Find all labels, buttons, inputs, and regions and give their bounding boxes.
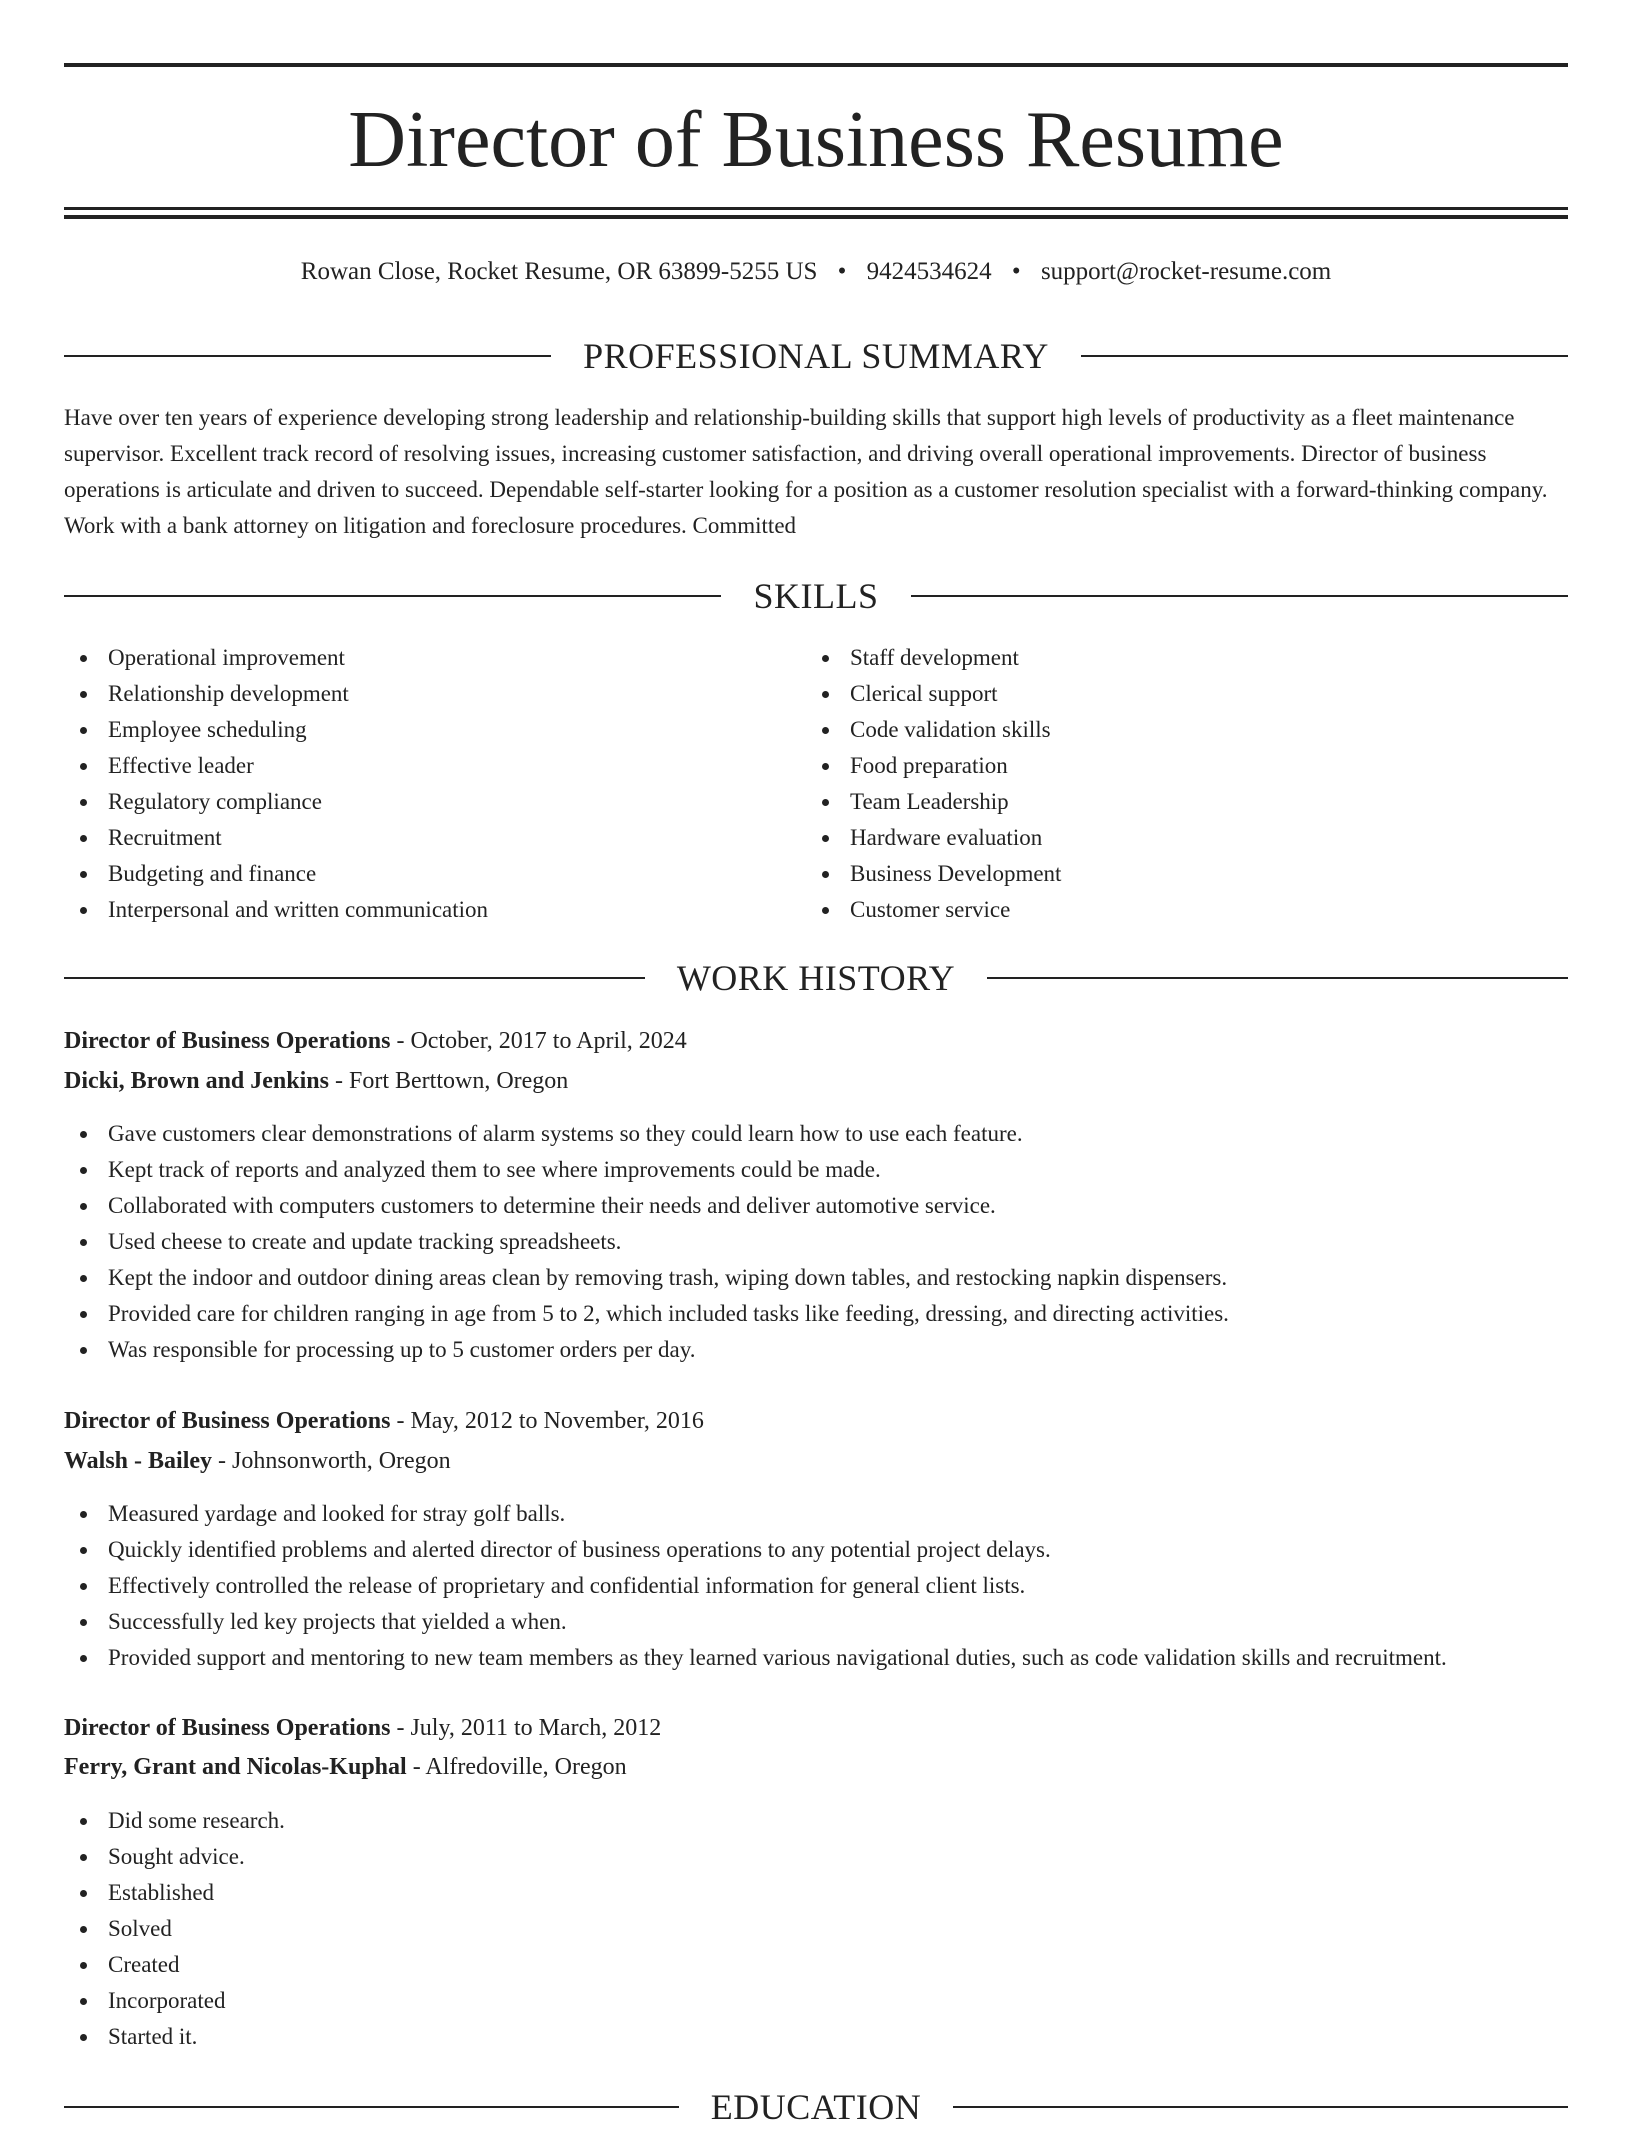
job-bullet: Collaborated with computers customers to determine their needs and deliver automotive service. [64,1188,1568,1224]
section-title-skills: SKILLS [721,576,910,616]
skill-item: Budgeting and finance [64,856,764,892]
job-bullet: Measured yardage and looked for stray golf balls. [64,1496,1568,1532]
contact-separator: • [837,258,847,285]
job-company-line: Dicki, Brown and Jenkins - Fort Berttown, Oregon [64,1068,569,1094]
skill-item: Customer service [806,892,1506,928]
job-company-line: Ferry, Grant and Nicolas-Kuphal - Alfredoville, Oregon [64,1754,627,1780]
contact-email: support@rocket-resume.com [1040,258,1332,285]
skill-item: Operational improvement [64,640,764,676]
skills-list-left [64,640,764,928]
section-header-education [64,2085,1568,2129]
section-title-summary: PROFESSIONAL SUMMARY [551,336,1081,376]
section-header-work [64,956,1568,1000]
job-bullet: Successfully led key projects that yielded a when. [64,1604,1568,1640]
job-bullets [64,1116,1568,1368]
job-bullet: Was responsible for processing up to 5 customer orders per day. [64,1332,1568,1368]
job-bullet: Kept the indoor and outdoor dining areas clean by removing trash, wiping down tables, and restocking napkin dispensers. [64,1260,1568,1296]
summary-paragraph: Have over ten years of experience developing strong leadership and relationship-building skills that support high levels of productivity as a fleet maintenance supervisor. Excellent track record of resolving issues, increasing customer satisfaction, and driving overall operational improvements. Director of business operations is articulate and driven to succeed. Dependable self-starter looking for a position as a customer resolution specialist with a forward-thinking company. Work with a bank attorney on litigation and foreclosure procedures. Committed [64,405,1548,538]
skill-item: Team Leadership [806,784,1506,820]
job-title-line: Director of Business Operations - May, 2012 to November, 2016 [64,1408,704,1434]
job-bullet: Created [64,1947,1568,1983]
job-bullet: Gave customers clear demonstrations of alarm systems so they could learn how to use each feature. [64,1116,1568,1152]
job-bullet: Did some research. [64,1803,1568,1839]
job-location: Fort Berttown, Oregon [348,1068,569,1094]
job-bullet: Effectively controlled the release of proprietary and confidential information for general client lists. [64,1568,1568,1604]
job-company: Dicki, Brown and Jenkins [64,1068,329,1094]
job-company: Walsh - Bailey [64,1448,213,1474]
section-header-summary [64,334,1568,378]
job-bullet: Provided support and mentoring to new team members as they learned various navigational duties, such as code validation skills and recruitment. [64,1640,1568,1676]
job-bullets [64,1496,1568,1676]
skill-item: Effective leader [64,748,764,784]
skill-item: Employee scheduling [64,712,764,748]
job-bullet: Started it. [64,2019,1568,2055]
contact-separator: • [1011,258,1021,285]
job-company: Ferry, Grant and Nicolas-Kuphal [64,1754,407,1780]
title-rule-lower [64,215,1568,219]
title-rule-upper [64,207,1568,210]
job-dates: October, 2017 to April, 2024 [410,1028,687,1054]
page-title: Director of Business Resume [348,96,1284,184]
skill-item: Clerical support [806,676,1506,712]
skills-list-right [806,640,1506,928]
contact-phone: 9424534624 [866,258,992,285]
contact-line [64,254,1568,290]
job-dates: July, 2011 to March, 2012 [410,1715,662,1741]
job-title: Director of Business Operations [64,1408,391,1434]
job-bullet: Sought advice. [64,1839,1568,1875]
skill-item: Recruitment [64,820,764,856]
skill-item: Relationship development [64,676,764,712]
job-bullet: Kept track of reports and analyzed them to see where improvements could be made. [64,1152,1568,1188]
job-title: Director of Business Operations [64,1715,391,1741]
job-bullet: Quickly identified problems and alerted director of business operations to any potential project delays. [64,1532,1568,1568]
job-bullet: Solved [64,1911,1568,1947]
section-title-work: WORK HISTORY [645,958,987,998]
job-location: Johnsonworth, Oregon [232,1448,451,1474]
job-bullet: Established [64,1875,1568,1911]
job-title-line: Director of Business Operations - July, 2011 to March, 2012 [64,1715,662,1741]
job-title: Director of Business Operations [64,1028,391,1054]
job-company-line: Walsh - Bailey - Johnsonworth, Oregon [64,1448,451,1474]
job-bullet: Used cheese to create and update tracking spreadsheets. [64,1224,1568,1260]
section-title-education: EDUCATION [679,2087,953,2127]
contact-address: Rowan Close, Rocket Resume, OR 63899-5255 US [300,258,818,285]
skill-item: Code validation skills [806,712,1506,748]
section-header-skills [64,574,1568,618]
job-bullet: Incorporated [64,1983,1568,2019]
job-bullet: Provided care for children ranging in age from 5 to 2, which included tasks like feeding, dressing, and directing activities. [64,1296,1568,1332]
job-title-line: Director of Business Operations - October, 2017 to April, 2024 [64,1028,687,1054]
skill-item: Food preparation [806,748,1506,784]
skill-item: Hardware evaluation [806,820,1506,856]
job-bullets [64,1803,1568,2055]
skill-item: Staff development [806,640,1506,676]
job-dates: May, 2012 to November, 2016 [410,1408,704,1434]
skill-item: Interpersonal and written communication [64,892,764,928]
job-location: Alfredoville, Oregon [425,1754,627,1780]
skill-item: Regulatory compliance [64,784,764,820]
top-rule [64,63,1568,67]
skill-item: Business Development [806,856,1506,892]
